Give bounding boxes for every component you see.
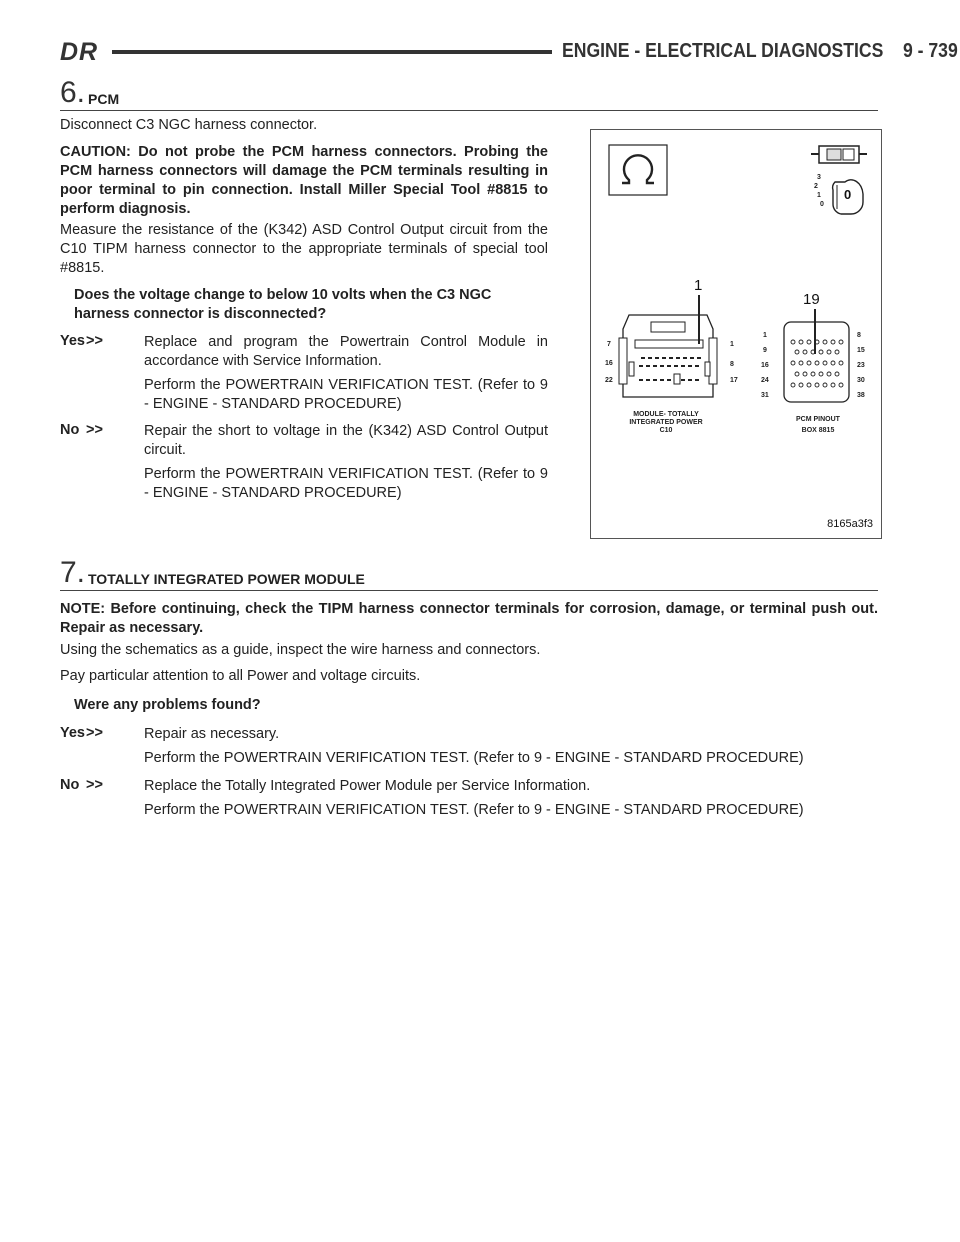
question: Were any problems found? [74, 697, 261, 713]
pcm-pinout-label: PCM PINOUT [796, 416, 840, 423]
pcm-pinout-box-icon [784, 322, 849, 402]
header-code: DR [60, 38, 99, 66]
pin-number: 8 [730, 361, 734, 368]
meter-zero: 0 [844, 187, 852, 202]
meter-number: 3 [817, 174, 821, 181]
answer-arrow: >> [86, 777, 103, 793]
answer-arrow: >> [86, 725, 103, 741]
answer-yes [60, 725, 878, 768]
answer-text: Perform the POWERTRAIN VERIFICATION TEST. (Refer to 9 - ENGINE - STANDARD PROCEDURE) [144, 802, 804, 818]
tipm-connector-label: MODULE- TOTALLY INTEGRATED POWER C10 [629, 411, 703, 434]
question: Does the voltage change to below 10 volts when the C3 NGC harness connector is disconnected? [74, 287, 492, 322]
page-number: 9 - 739 [902, 40, 958, 62]
section-number: 7. [60, 556, 86, 589]
section-7 [60, 556, 878, 820]
answer-no [60, 422, 548, 503]
pin-number: 1 [763, 332, 767, 339]
pin-number: 17 [730, 377, 738, 384]
caution: CAUTION: Do not probe the PCM harness connectors. Probing the PCM harness connectors will damage the PCM terminals resulting in poor terminal to pin connection. Install Miller Special Tool #8815 to perform diagnosis. [60, 144, 548, 217]
pin-number: 31 [761, 392, 769, 399]
callout-19: 19 [803, 291, 820, 308]
ohmmeter-box [609, 145, 667, 195]
pin-number: 9 [763, 347, 767, 354]
answer-text: Replace and program the Powertrain Control Module in accordance with Service Information. [144, 334, 548, 369]
pin-number: 23 [857, 362, 865, 369]
answer-no [60, 777, 878, 820]
answer-text: Replace the Totally Integrated Power Module per Service Information. [144, 778, 591, 794]
answer-key: No [60, 777, 80, 793]
connector-diagram [591, 130, 881, 538]
paragraph: Measure the resistance of the (K342) ASD Control Output circuit from the C10 TIPM harness connector to the appropriate terminals of special tool #8815. [60, 222, 548, 276]
pin-number: 30 [857, 377, 865, 384]
pin-number: 15 [857, 347, 865, 354]
header-title: ENGINE - ELECTRICAL DIAGNOSTICS 9 - 739 [562, 40, 958, 62]
answer-yes [60, 333, 548, 414]
figure-id: 8165a3f3 [827, 518, 873, 530]
answer-text: Perform the POWERTRAIN VERIFICATION TEST. (Refer to 9 - ENGINE - STANDARD PROCEDURE) [144, 466, 548, 501]
pin-number: 24 [761, 377, 769, 384]
note: NOTE: Before continuing, check the TIPM harness connector terminals for corrosion, damage, or terminal push out. Repair as necessary. [60, 601, 878, 636]
pcm-connector-figure [590, 129, 882, 539]
callout-1: 1 [694, 277, 703, 294]
pin-number: 8 [857, 332, 861, 339]
meter-number: 1 [817, 192, 821, 199]
pin-number: 1 [730, 341, 734, 348]
answer-text: Perform the POWERTRAIN VERIFICATION TEST. (Refer to 9 - ENGINE - STANDARD PROCEDURE) [144, 377, 548, 412]
section-title: PCM [88, 91, 120, 107]
tipm-connector-icon [619, 315, 717, 397]
meter-number: 2 [814, 183, 818, 190]
pin-number: 38 [857, 392, 865, 399]
pcm-box-label: BOX 8815 [801, 427, 835, 434]
section-title: TOTALLY INTEGRATED POWER MODULE [88, 571, 365, 587]
answer-key: Yes [60, 333, 85, 349]
section-7-heading [60, 556, 878, 591]
answer-arrow: >> [86, 333, 103, 349]
section-6-heading [60, 76, 878, 111]
answer-text: Repair the short to voltage in the (K342) ASD Control Output circuit. [144, 423, 548, 458]
answer-key: No [60, 422, 80, 438]
pin-number: 16 [761, 362, 769, 369]
header-rule [112, 50, 552, 54]
paragraph: Pay particular attention to all Power and voltage circuits. [60, 668, 421, 684]
probe-icon [811, 146, 867, 163]
answer-text: Perform the POWERTRAIN VERIFICATION TEST. (Refer to 9 - ENGINE - STANDARD PROCEDURE) [144, 750, 804, 766]
pin-number: 7 [607, 341, 611, 348]
page-header [60, 38, 958, 66]
section-number: 6. [60, 76, 86, 109]
pin-number: 16 [605, 360, 613, 367]
answer-text: Repair as necessary. [144, 726, 280, 742]
paragraph: Disconnect C3 NGC harness connector. [60, 117, 318, 133]
answer-arrow: >> [86, 422, 103, 438]
paragraph: Using the schematics as a guide, inspect the wire harness and connectors. [60, 642, 541, 658]
meter-number: 0 [820, 201, 824, 208]
answer-key: Yes [60, 725, 85, 741]
pin-number: 22 [605, 377, 613, 384]
